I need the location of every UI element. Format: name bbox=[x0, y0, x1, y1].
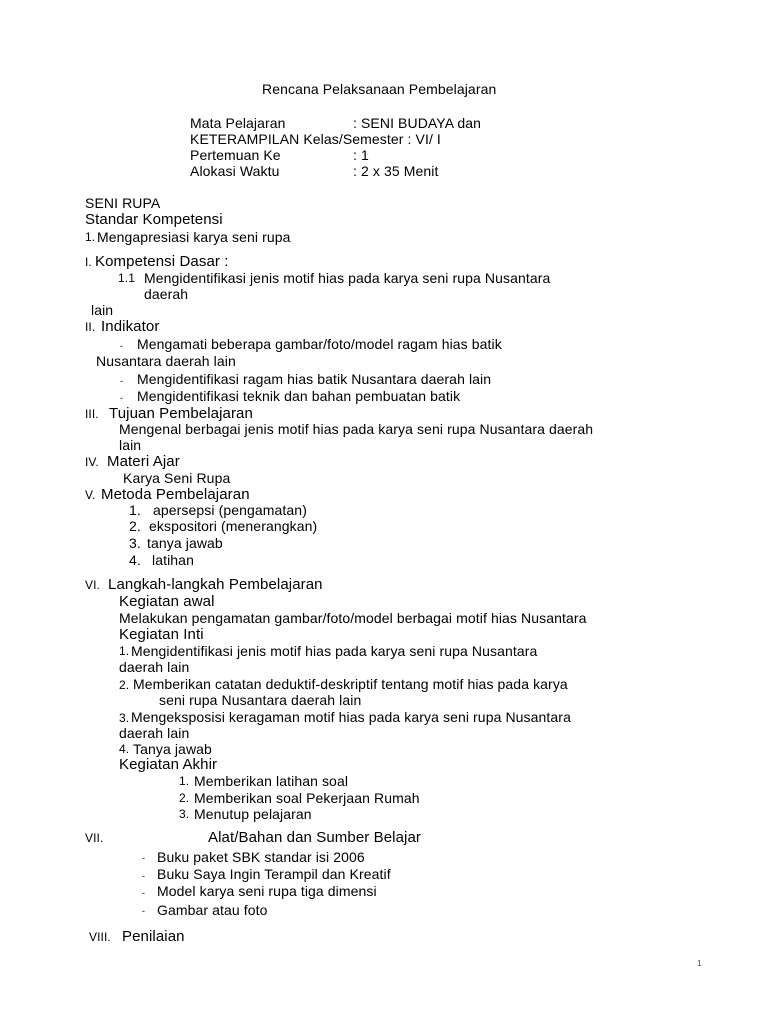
tujuan-line2: lain bbox=[119, 437, 142, 453]
alat-heading: Alat/Bahan dan Sumber Belajar bbox=[208, 829, 422, 846]
akhir-item-1: Memberikan latihan soal bbox=[194, 773, 349, 789]
kd-number: I. bbox=[85, 255, 92, 269]
mapel-label: Mata Pelajaran bbox=[190, 115, 286, 131]
metoda-item-1-number: 1. bbox=[129, 502, 141, 518]
metoda-item-2-number: 2. bbox=[129, 518, 141, 534]
indikator-bullet-3: - bbox=[120, 393, 124, 403]
kd-item-line2: daerah bbox=[144, 286, 189, 302]
indikator-item2: Mengidentifikasi ragam hias batik Nusantara daerah lain bbox=[137, 371, 492, 387]
kegiatan-akhir-heading: Kegiatan Akhir bbox=[119, 756, 218, 773]
kd-item-number: 1.1 bbox=[118, 271, 135, 285]
penilaian-heading: Penilaian bbox=[122, 928, 185, 945]
kegiatan-awal-heading: Kegiatan awal bbox=[119, 593, 215, 610]
pertemuan-value: : 1 bbox=[353, 147, 369, 163]
alat-number: VII. bbox=[85, 831, 104, 845]
indikator-item1-line2: Nusantara daerah lain bbox=[96, 353, 236, 369]
tujuan-line1: Mengenal berbagai jenis motif hias pada karya seni rupa Nusantara daerah bbox=[119, 421, 594, 437]
mapel-line2: KETERAMPILAN Kelas/Semester : VI/ I bbox=[190, 131, 441, 147]
tujuan-heading: Tujuan Pembelajaran bbox=[109, 405, 253, 422]
metoda-number: V. bbox=[85, 488, 96, 502]
inti-item-1-line2: daerah lain bbox=[119, 659, 190, 675]
materi-item: Karya Seni Rupa bbox=[123, 470, 231, 486]
alat-item-1: Buku paket SBK standar isi 2006 bbox=[157, 849, 365, 865]
alat-item-4: Gambar atau foto bbox=[157, 902, 268, 918]
indikator-number: II. bbox=[85, 320, 96, 334]
metoda-item-3-number: 3. bbox=[129, 535, 141, 551]
pertemuan-label: Pertemuan Ke bbox=[190, 147, 281, 163]
alokasi-value: : 2 x 35 Menit bbox=[353, 163, 439, 179]
indikator-bullet-1: - bbox=[120, 341, 124, 351]
seni-rupa-heading: SENI RUPA bbox=[85, 195, 161, 211]
metoda-item-4-number: 4. bbox=[129, 552, 141, 568]
inti-item-1-number: 1. bbox=[119, 644, 130, 658]
metoda-item-1: apersepsi (pengamatan) bbox=[153, 502, 307, 518]
tujuan-number: III. bbox=[85, 407, 99, 421]
kd-item-line3: lain bbox=[91, 302, 114, 318]
sk-item: Mengapresiasi karya seni rupa bbox=[97, 229, 291, 245]
kegiatan-inti-heading: Kegiatan Inti bbox=[119, 626, 204, 643]
langkah-heading: Langkah-langkah Pembelajaran bbox=[108, 576, 323, 593]
indikator-item1-line1: Mengamati beberapa gambar/foto/model ragam hias batik bbox=[137, 336, 502, 352]
materi-number: IV. bbox=[85, 455, 99, 469]
akhir-item-2-number: 2. bbox=[179, 791, 190, 805]
sk-number: 1. bbox=[85, 230, 96, 244]
metoda-item-3: tanya jawab bbox=[147, 535, 223, 551]
indikator-bullet-2: - bbox=[120, 376, 124, 386]
akhir-item-2: Memberikan soal Pekerjaan Rumah bbox=[194, 790, 420, 806]
indikator-heading: Indikator bbox=[101, 318, 160, 335]
akhir-item-3: Menutup pelajaran bbox=[194, 806, 312, 822]
inti-item-3-line1: Mengeksposisi keragaman motif hias pada karya seni rupa Nusantara bbox=[131, 709, 571, 725]
alat-item-3: Model karya seni rupa tiga dimensi bbox=[157, 883, 377, 899]
akhir-item-3-number: 3. bbox=[179, 807, 190, 821]
materi-heading: Materi Ajar bbox=[107, 453, 180, 470]
alat-item-2: Buku Saya Ingin Terampil dan Kreatif bbox=[157, 866, 391, 882]
inti-item-4-number: 4. bbox=[119, 742, 130, 756]
mapel-value: : SENI BUDAYA dan bbox=[353, 115, 482, 131]
page-number: 1 bbox=[697, 959, 702, 968]
inti-item-2-line1: Memberikan catatan deduktif-deskriptif tentang motif hias pada karya bbox=[133, 676, 568, 692]
sk-heading: Standar Kompetensi bbox=[85, 211, 223, 228]
metoda-heading: Metoda Pembelajaran bbox=[101, 486, 250, 503]
document-title: Rencana Pelaksanaan Pembelajaran bbox=[262, 81, 497, 97]
inti-item-4: Tanya jawab bbox=[133, 741, 212, 757]
metoda-item-4: latihan bbox=[152, 552, 194, 568]
kd-item-line1: Mengidentifikasi jenis motif hias pada karya seni rupa Nusantara bbox=[144, 270, 551, 286]
akhir-item-1-number: 1. bbox=[179, 774, 190, 788]
alat-bullet-4: - bbox=[142, 906, 146, 916]
inti-item-1-line1: Mengidentifikasi jenis motif hias pada karya seni rupa Nusantara bbox=[131, 643, 538, 659]
kd-heading: Kompetensi Dasar : bbox=[95, 253, 229, 270]
alat-bullet-1: - bbox=[142, 853, 146, 863]
alat-bullet-3: - bbox=[142, 888, 146, 898]
indikator-item3: Mengidentifikasi teknik dan bahan pembuatan batik bbox=[137, 388, 461, 404]
inti-item-2-number: 2. bbox=[119, 678, 130, 692]
alokasi-label: Alokasi Waktu bbox=[190, 163, 280, 179]
alat-bullet-2: - bbox=[142, 871, 146, 881]
inti-item-3-number: 3. bbox=[119, 711, 130, 725]
inti-item-2-line2: seni rupa Nusantara daerah lain bbox=[159, 692, 362, 708]
kegiatan-awal-text: Melakukan pengamatan gambar/foto/model berbagai motif hias Nusantara bbox=[119, 610, 587, 626]
metoda-item-2: ekspositori (menerangkan) bbox=[149, 518, 318, 534]
inti-item-3-line2: daerah lain bbox=[119, 725, 190, 741]
langkah-number: VI. bbox=[85, 578, 100, 592]
penilaian-number: VIII. bbox=[89, 930, 111, 944]
